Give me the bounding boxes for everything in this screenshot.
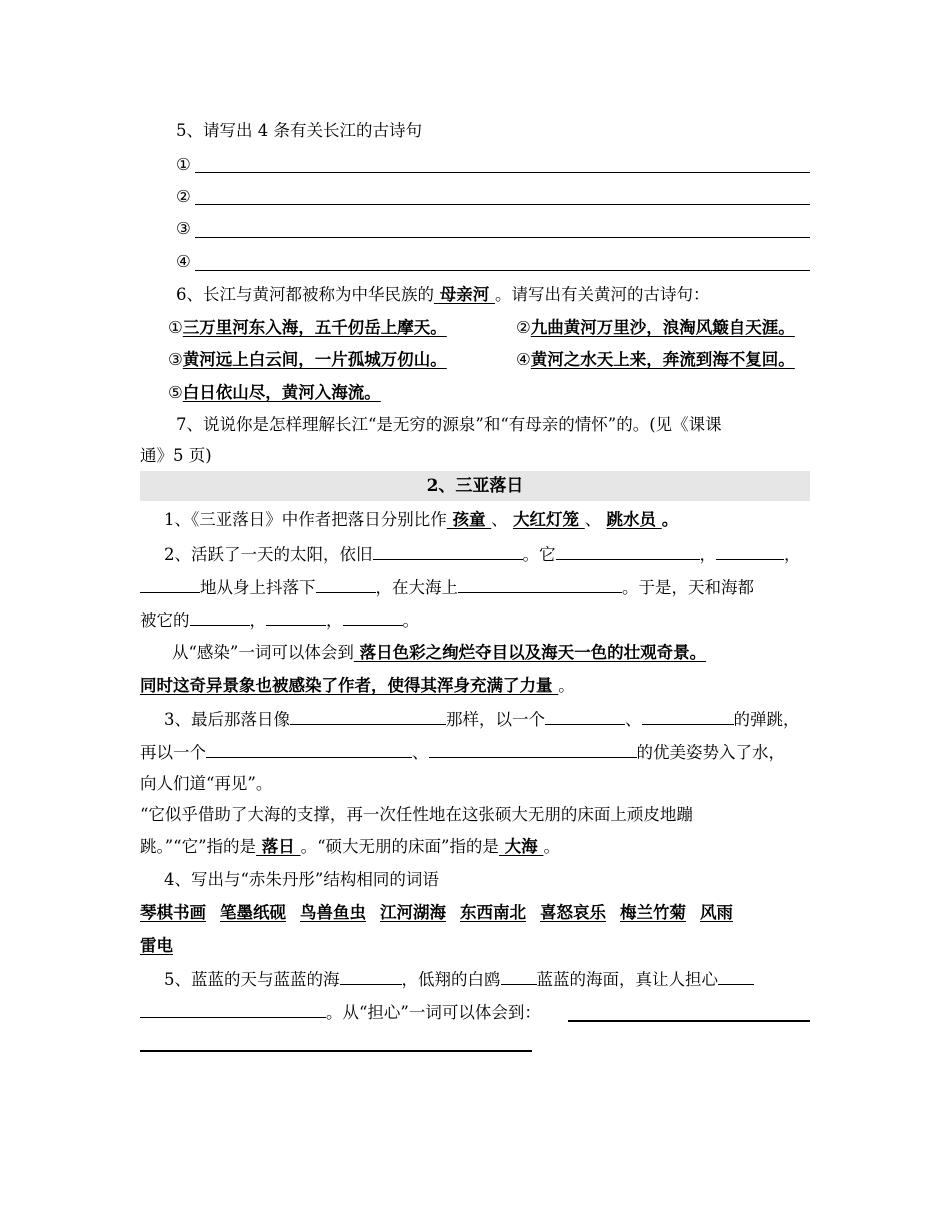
q6-line bbox=[176, 284, 710, 306]
s2-q1-end: 。 bbox=[661, 510, 679, 529]
s2-q1-answer-3: 跳水员 bbox=[606, 510, 662, 529]
s2-q3-line3: 向人们道“再见”。 bbox=[140, 774, 273, 793]
poem-1 bbox=[168, 317, 447, 339]
answer-line[interactable] bbox=[568, 1020, 810, 1022]
text: 、 bbox=[625, 710, 642, 729]
word: 喜怒哀乐 bbox=[540, 903, 606, 922]
answer-line[interactable] bbox=[195, 172, 810, 173]
s2-q2-line1 bbox=[164, 543, 801, 566]
blank[interactable] bbox=[343, 609, 403, 626]
blank[interactable] bbox=[266, 609, 326, 626]
s2-q1-answer-1: 孩童 bbox=[446, 510, 492, 529]
word: 雷电 bbox=[140, 936, 173, 955]
s2-q4-prompt: 4、写出与“赤朱丹彤”结构相同的词语 bbox=[164, 870, 439, 889]
poem-text: 黄河之水天上来，奔流到海不复回。 bbox=[530, 350, 795, 369]
blank[interactable] bbox=[316, 576, 376, 593]
text: ， bbox=[784, 545, 801, 564]
q6-prefix: 6、长江与黄河都被称为中华民族的 bbox=[176, 285, 434, 304]
answer-line[interactable] bbox=[140, 1050, 532, 1052]
q5-prompt: 5、请写出 4 条有关长江的古诗句 bbox=[176, 121, 422, 140]
text: 3、最后那落日像 bbox=[164, 710, 290, 729]
s2-q3-line1 bbox=[164, 708, 800, 731]
q7-line2: 通》5 页) bbox=[140, 446, 212, 465]
text: ， bbox=[326, 611, 343, 630]
s2-q2-line3 bbox=[140, 609, 419, 632]
word: 笔墨纸砚 bbox=[220, 903, 286, 922]
text: 。 bbox=[402, 611, 419, 630]
blank[interactable] bbox=[556, 543, 700, 560]
q5-mark-3: ③ bbox=[176, 219, 191, 238]
blank[interactable] bbox=[429, 741, 637, 758]
feel-answer: 落日色彩之绚烂夺目以及海天一色的壮观奇景。 bbox=[353, 643, 707, 662]
text: 。于是，天和海都 bbox=[622, 578, 754, 597]
text: 的优美姿势入了水， bbox=[636, 743, 785, 762]
s2-q4-words bbox=[140, 902, 733, 924]
text: 。 bbox=[558, 676, 575, 695]
poem-3 bbox=[168, 349, 447, 371]
poem-2 bbox=[516, 317, 795, 339]
blank[interactable] bbox=[140, 576, 200, 593]
blank[interactable] bbox=[206, 741, 412, 758]
blank[interactable] bbox=[718, 968, 754, 985]
q6-suffix: 。请写出有关黄河的古诗句： bbox=[495, 285, 710, 304]
text: 被它的 bbox=[140, 611, 190, 630]
blank[interactable] bbox=[190, 609, 250, 626]
text: 。“硕大无朋的床面”指的是 bbox=[300, 837, 499, 856]
poem-mark: ④ bbox=[516, 350, 531, 369]
word: 东西南北 bbox=[460, 903, 526, 922]
poem-mark: ⑤ bbox=[168, 383, 183, 402]
blank[interactable] bbox=[501, 968, 537, 985]
s2-q1 bbox=[164, 509, 678, 531]
blank[interactable] bbox=[373, 543, 523, 560]
text: 跳。”“它”指的是 bbox=[140, 837, 257, 856]
poem-4 bbox=[516, 349, 795, 371]
text: ， bbox=[249, 611, 266, 630]
s2-q1-prefix: 1、《三亚落日》中作者把落日分别比作 bbox=[164, 510, 447, 529]
blank[interactable] bbox=[140, 1001, 326, 1018]
separator: 、 bbox=[584, 510, 607, 529]
answer-line[interactable] bbox=[195, 270, 810, 271]
q7-line1: 7、说说你是怎样理解长江“是无穷的源泉”和“有母亲的情怀”的。(见《课课 bbox=[176, 415, 722, 434]
separator: 、 bbox=[491, 510, 513, 529]
q5-mark-1: ① bbox=[176, 155, 191, 174]
text: 。 bbox=[543, 837, 560, 856]
word: 江河湖海 bbox=[380, 903, 446, 922]
poem-text: 九曲黄河万里沙，浪淘风簸自天涯。 bbox=[530, 318, 795, 337]
section-heading: 2、三亚落日 bbox=[140, 471, 810, 501]
text: 从“感染”一词可以体会到 bbox=[172, 643, 354, 662]
poem-mark: ③ bbox=[168, 350, 183, 369]
s2-q2-feel-line1 bbox=[172, 642, 706, 664]
s2-q4-words-line2 bbox=[140, 935, 173, 957]
text: 2、活跃了一天的太阳，依旧 bbox=[164, 545, 373, 564]
s2-q3-line2 bbox=[140, 741, 785, 764]
blank[interactable] bbox=[716, 543, 784, 560]
poem-5 bbox=[168, 382, 381, 404]
s2-q5-line2 bbox=[140, 1001, 541, 1024]
poem-mark: ② bbox=[516, 318, 531, 337]
q5-mark-4: ④ bbox=[176, 252, 191, 271]
poem-text: 三万里河东入海，五千仞岳上摩天。 bbox=[182, 318, 447, 337]
word: 风雨 bbox=[700, 903, 733, 922]
s2-q5-line1 bbox=[164, 968, 754, 991]
poem-text: 白日依山尽，黄河入海流。 bbox=[182, 383, 381, 402]
q6-answer: 母亲河 bbox=[434, 285, 495, 304]
text: 。从“担心”一词可以体会到： bbox=[326, 1003, 541, 1022]
s2-q2-line2 bbox=[140, 576, 754, 599]
text: ，低翔的白鸥 bbox=[401, 970, 501, 989]
text: 。它 bbox=[522, 545, 556, 564]
poem-mark: ① bbox=[168, 318, 183, 337]
s2-q2-feel-line2 bbox=[140, 675, 575, 697]
text: 那样，以一个 bbox=[446, 710, 545, 729]
blank[interactable] bbox=[340, 968, 402, 985]
blank[interactable] bbox=[642, 708, 734, 725]
quote-answer-1: 落日 bbox=[256, 837, 301, 856]
text: ，在大海上 bbox=[375, 578, 458, 597]
poem-text: 黄河远上白云间，一片孤城万仞山。 bbox=[182, 350, 447, 369]
word: 琴棋书画 bbox=[140, 903, 206, 922]
blank[interactable] bbox=[545, 708, 625, 725]
text: 蓝蓝的海面，真让人担心 bbox=[536, 970, 718, 989]
word: 鸟兽鱼虫 bbox=[300, 903, 366, 922]
feel-answer: 同时这奇异景象也被感染了作者，使得其浑身充满了力量 bbox=[140, 676, 559, 695]
text: 地从身上抖落下 bbox=[200, 578, 316, 597]
s2-q1-answer-2: 大红灯笼 bbox=[513, 510, 585, 529]
text: 5、蓝蓝的天与蓝蓝的海 bbox=[164, 970, 340, 989]
blank[interactable] bbox=[290, 708, 446, 725]
text: 、 bbox=[412, 743, 429, 762]
answer-line[interactable] bbox=[195, 237, 810, 238]
text: 的弹跳， bbox=[733, 710, 800, 729]
word: 梅兰竹菊 bbox=[620, 903, 686, 922]
q5-mark-2: ② bbox=[176, 187, 191, 206]
answer-line[interactable] bbox=[195, 204, 810, 205]
quote-answer-2: 大海 bbox=[498, 837, 544, 856]
s2-q3-quote2 bbox=[140, 836, 560, 858]
s2-q3-quote1: “它似乎借助了大海的支撑，再一次任性地在这张硕大无朋的床面上顽皮地蹦 bbox=[140, 805, 693, 824]
blank[interactable] bbox=[458, 576, 622, 593]
text: ， bbox=[699, 545, 716, 564]
text: 再以一个 bbox=[140, 743, 206, 762]
